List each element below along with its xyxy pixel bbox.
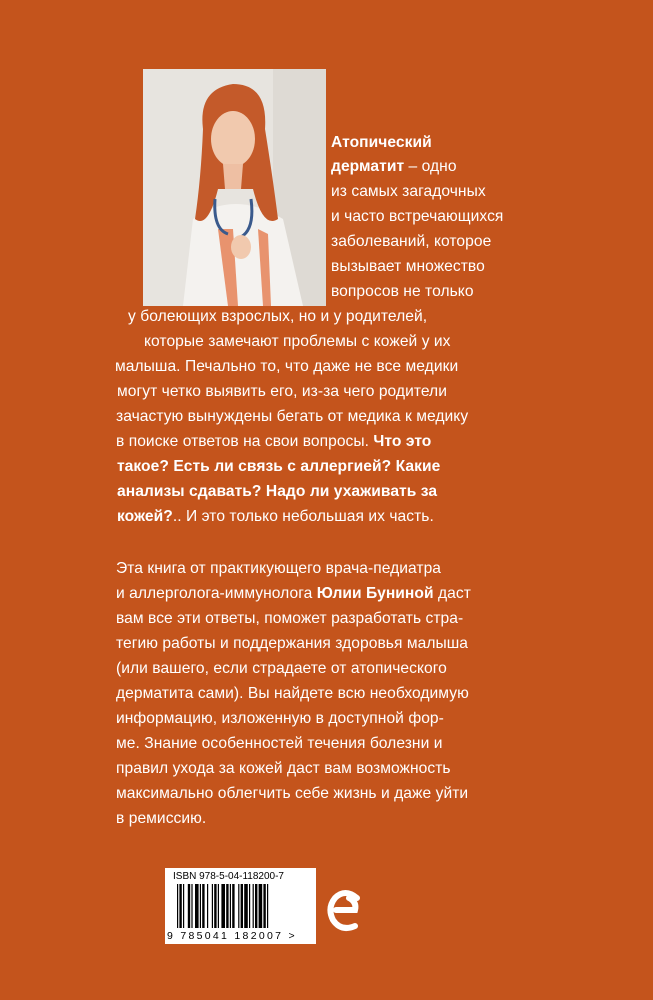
desc-line-6: дерматита сами). Вы найдете всю необходимую — [116, 685, 469, 702]
intro-bold-13: Что это — [373, 433, 432, 450]
intro-line-11: могут четко выявить его, из-за чего родители — [117, 383, 447, 400]
intro-line-7: вопросов не только — [331, 283, 474, 300]
intro-line-8: у болеющих взрослых, но и у родителей, — [128, 308, 428, 325]
desc-line-2a: и аллерголога-иммунолога — [116, 585, 317, 602]
desc-line-2b: даст — [433, 585, 471, 602]
intro-line-6: вызывает множество — [331, 258, 485, 275]
desc-line-5: (или вашего, если страдаете от атопического — [116, 660, 447, 677]
desc-line-3: вам все эти ответы, поможет разработать стра- — [116, 610, 464, 627]
intro-line-3: из самых загадочных — [331, 183, 486, 200]
isbn-label: ISBN 978-5-04-118200-7 — [173, 871, 284, 882]
desc-line-7: информацию, изложенную в доступной фор- — [116, 710, 444, 727]
intro-line-10: малыша. Печально то, что даже не все медики — [115, 358, 459, 375]
intro-bold-2: дерматит — [331, 158, 405, 175]
desc-line-9: правил ухода за кожей даст вам возможность — [116, 760, 451, 777]
intro-line-4: и часто встречающихся — [331, 208, 504, 225]
intro-bold-14: такое? Есть ли связь с аллергией? Какие — [117, 458, 441, 475]
intro-line-12: зачастую вынуждены бегать от медика к медику — [116, 408, 469, 425]
desc-line-1: Эта книга от практикующего врача-педиатра — [116, 560, 442, 577]
intro-bold-15: анализы сдавать? Надо ли ухаживать за — [117, 483, 438, 500]
barcode-bars — [177, 884, 305, 930]
intro-bold-1: Атопический — [331, 134, 432, 151]
desc-line-4: тегию работы и поддержания здоровья малыша — [116, 635, 469, 652]
intro-line-9: которые замечают проблемы с кожей у их — [144, 333, 451, 350]
author-name: Юлии Буниной — [316, 585, 434, 602]
isbn-barcode — [165, 868, 316, 944]
barcode-digits: 9 785041 182007 > — [167, 930, 297, 942]
eksmo-e-logo-icon — [327, 888, 363, 934]
intro-line-5: заболеваний, которое — [331, 233, 492, 250]
intro-line-16: .. И это только небольшая их часть. — [172, 508, 434, 525]
desc-line-8: ме. Знание особенностей течения болезни и — [116, 735, 443, 752]
desc-line-10: максимально облегчить себе жизнь и даже уйти — [116, 785, 469, 802]
intro-line-13: в поиске ответов на свои вопросы. — [116, 433, 374, 450]
intro-line-2: – одно — [404, 158, 457, 175]
author-photo — [143, 69, 326, 306]
desc-line-11: в ремиссию. — [116, 810, 207, 827]
intro-bold-16: кожей? — [117, 508, 173, 525]
